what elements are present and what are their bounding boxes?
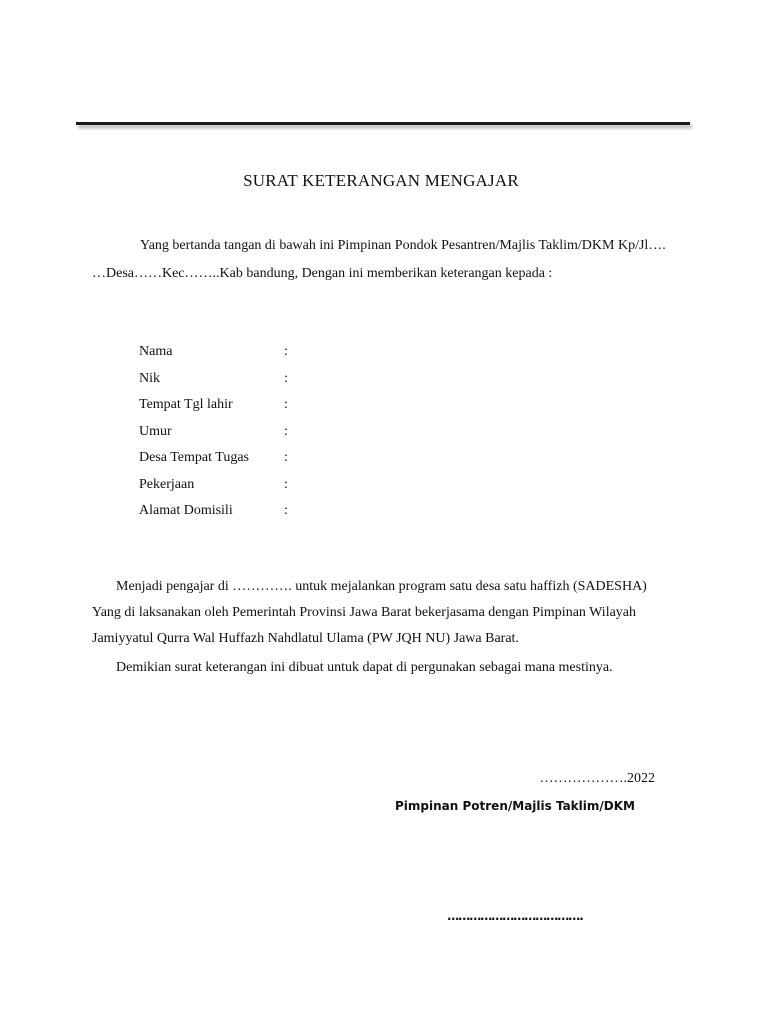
- field-row-umur: [139, 419, 439, 446]
- field-row-nama: [139, 339, 439, 366]
- identity-fields: [139, 339, 439, 525]
- field-colon: :: [284, 397, 288, 412]
- letter-title: SURAT KETERANGAN MENGAJAR: [243, 171, 519, 190]
- intro-paragraph: [92, 232, 682, 288]
- field-label: Alamat Domisili: [139, 503, 233, 518]
- field-colon: :: [284, 503, 288, 518]
- header-divider: [76, 122, 690, 125]
- body-line-3: Jamiyyatul Qurra Wal Huffazh Nahdlatul Ulama (PW JQH NU) Jawa Barat.: [92, 631, 519, 646]
- closing-paragraph: Demikian surat keterangan ini dibuat untuk dapat di pergunakan sebagai mana mestinya.: [116, 660, 613, 675]
- field-row-pekerjaan: [139, 472, 439, 499]
- field-label: Umur: [139, 423, 172, 439]
- field-label: Nama: [139, 344, 173, 359]
- body-line-2: Yang di laksanakan oleh Pemerintah Provinsi Jawa Barat bekerjasama dengan Pimpinan Wilayah: [92, 605, 637, 620]
- field-label: Nik: [139, 370, 160, 386]
- field-row-nik: [139, 366, 439, 393]
- signer-title: Pimpinan Potren/Majlis Taklim/DKM: [395, 799, 635, 813]
- field-colon: :: [284, 423, 288, 439]
- field-label: Tempat Tgl lahir: [139, 397, 233, 412]
- field-row-alamat-domisili: [139, 498, 439, 525]
- field-row-desa-tempat-tugas: [139, 445, 439, 472]
- field-row-tempat-tgl-lahir: [139, 392, 439, 419]
- field-colon: :: [284, 476, 288, 492]
- field-label: Pekerjaan: [139, 476, 195, 492]
- field-colon: :: [284, 370, 288, 386]
- intro-line-2: …Desa……Kec……..Kab bandung, Dengan ini memberikan keterangan kepada :: [92, 266, 553, 281]
- field-label: Desa Tempat Tugas: [139, 450, 249, 465]
- intro-line-1: Yang bertanda tangan di bawah ini Pimpinan Pondok Pesantren/Majlis Taklim/DKM Kp/Jl….: [140, 238, 666, 253]
- field-colon: :: [284, 450, 288, 465]
- body-line-1: Menjadi pengajar di …………. untuk mejalankan program satu desa satu haffizh (SADESHA): [116, 579, 647, 594]
- field-colon: :: [284, 344, 288, 359]
- date-line: ……………….2022: [539, 771, 655, 786]
- signature-placeholder: ……………………………….: [447, 909, 583, 923]
- body-paragraph: [92, 574, 692, 652]
